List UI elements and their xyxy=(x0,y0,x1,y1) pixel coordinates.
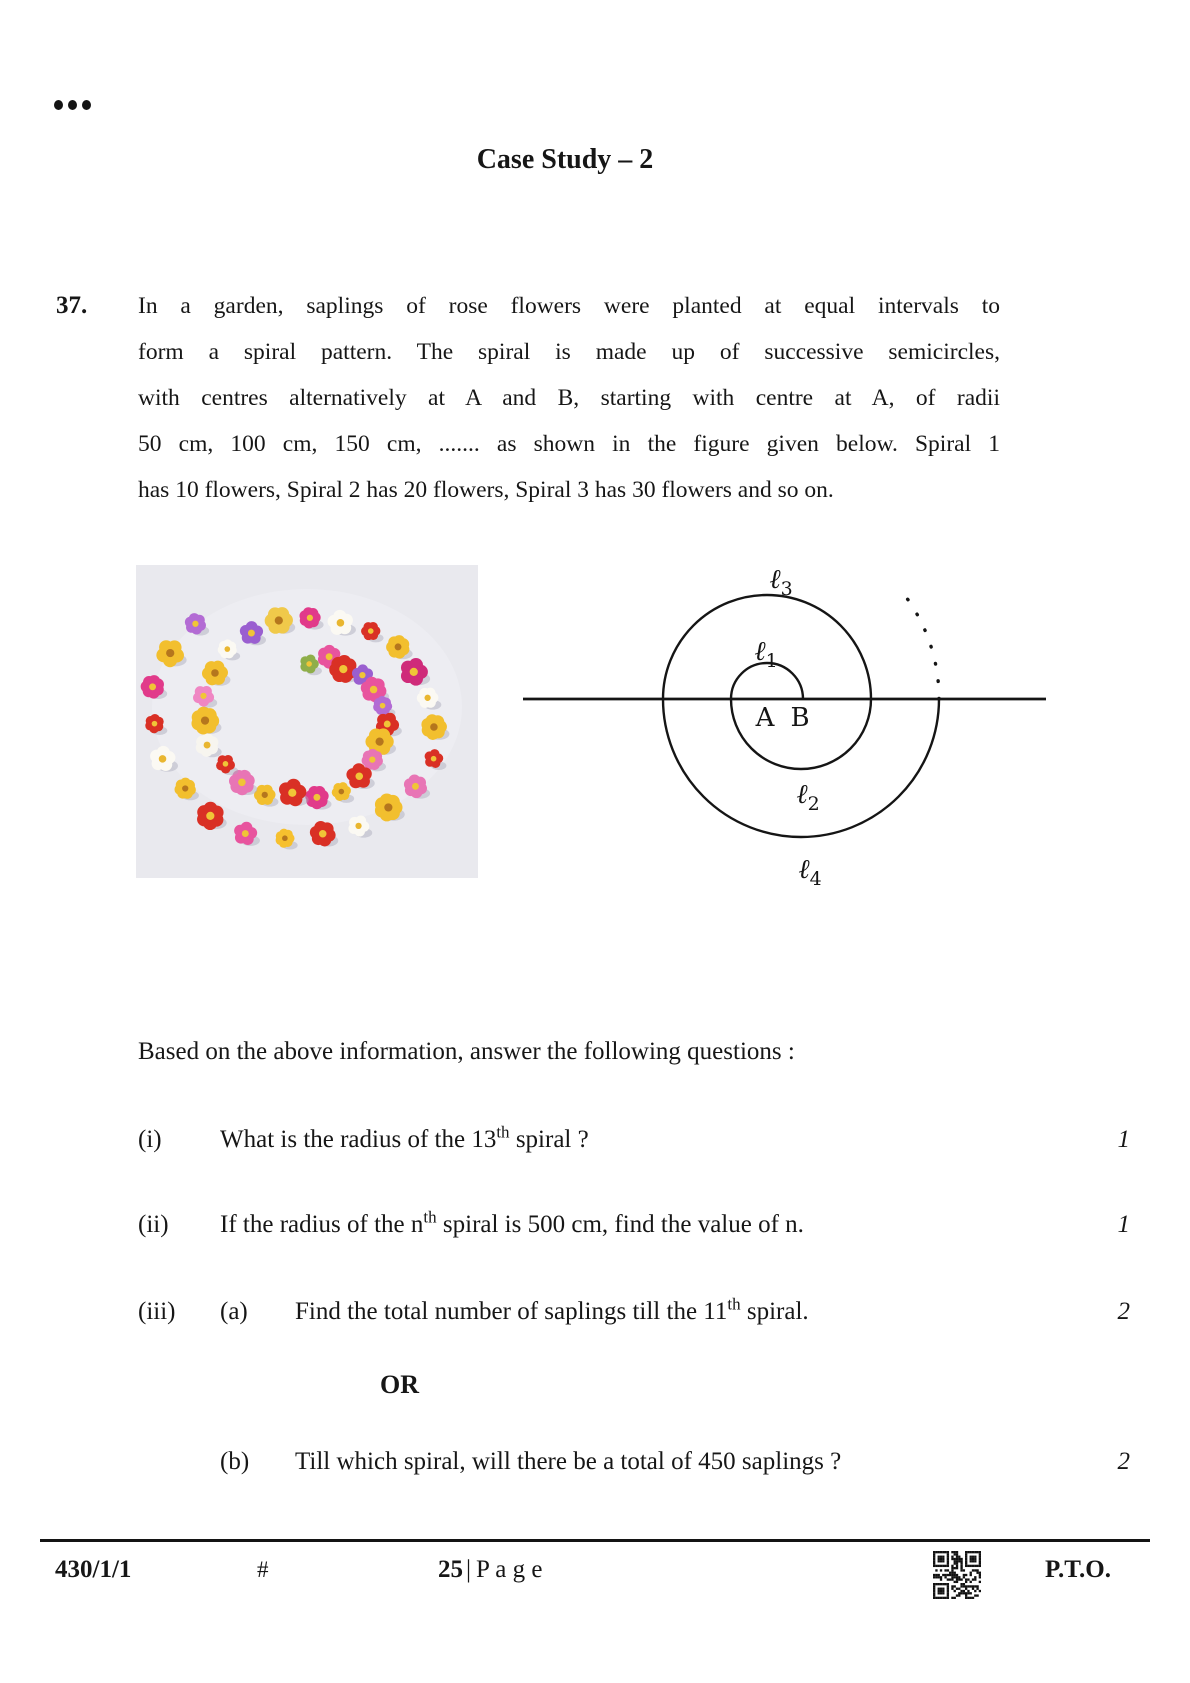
corner-dot xyxy=(68,100,77,110)
label-l2: ℓ2 xyxy=(796,779,820,815)
label-center-B: B xyxy=(790,703,810,733)
question-text-line: In a garden, saplings of rose flowers were planted at equal intervals to xyxy=(138,293,1000,319)
question-text-line: has 10 flowers, Spiral 2 has 20 flowers, Spiral 3 has 30 flowers and so on. xyxy=(138,477,834,503)
subquestion-iii-a-text: Find the total number of saplings till the 11th spiral. xyxy=(295,1294,809,1325)
marks-value: 2 xyxy=(1117,1448,1130,1475)
question-paragraph xyxy=(138,283,1000,513)
ordinal-superscript: th xyxy=(727,1294,741,1314)
flower-spiral-photo-canvas xyxy=(136,565,478,878)
page-word: P a g e xyxy=(476,1556,543,1583)
corner-dot xyxy=(82,100,91,110)
ordinal-superscript: th xyxy=(423,1207,437,1227)
subquestion-part-a-label: (a) xyxy=(220,1298,248,1325)
label-center-A: A xyxy=(755,703,775,733)
hash-mark: # xyxy=(257,1557,269,1582)
subquestion-i-label: (i) xyxy=(138,1126,162,1153)
marks-value: 1 xyxy=(1117,1211,1130,1238)
page-indicator xyxy=(438,1547,542,1593)
question-number: 37. xyxy=(56,292,88,319)
subquestion-i xyxy=(0,1117,1190,1163)
qr-code xyxy=(933,1551,981,1599)
semicircle-l3 xyxy=(663,595,871,699)
page-corner-dots xyxy=(54,100,91,110)
footer-rule xyxy=(40,1539,1150,1542)
subquestion-ii-text: If the radius of the $n^{th}$ spiral is 500 cm, find the value of n. xyxy=(220,1207,804,1238)
ordinal-superscript: th xyxy=(496,1122,510,1142)
dotted-continuation-arc xyxy=(899,588,939,699)
corner-dot xyxy=(54,100,63,110)
subquestion-i-text: What is the radius of the 13th spiral ? xyxy=(220,1122,589,1153)
marks-value: 2 xyxy=(1117,1298,1130,1325)
label-l4: ℓ4 xyxy=(798,854,822,890)
question-text-line: with centres alternatively at A and B, starting with centre at A, of radii xyxy=(138,385,1000,411)
flower-spiral-photo xyxy=(136,565,478,878)
subquestion-ii-label: (ii) xyxy=(138,1211,169,1238)
paper-code: 430/1/1 xyxy=(55,1556,132,1583)
subquestion-iii-b xyxy=(0,1439,1190,1485)
subquestion-iii-label: (iii) xyxy=(138,1298,176,1325)
question-text-line: form a spiral pattern. The spiral is made up of successive semicircles, xyxy=(138,339,1000,365)
instruction-text: Based on the above information, answer the following questions : xyxy=(138,1038,795,1065)
subquestion-iii-a xyxy=(0,1289,1190,1335)
page-number: 25 xyxy=(438,1556,463,1583)
subquestion-part-b-label: (b) xyxy=(220,1448,250,1475)
marks-value: 1 xyxy=(1117,1126,1130,1153)
pto-label: P.T.O. xyxy=(1045,1556,1111,1583)
case-study-heading: Case Study – 2 xyxy=(476,144,654,175)
label-l3: ℓ3 xyxy=(769,564,793,600)
subquestion-iii-b-text: Till which spiral, will there be a total of 450 saplings ? xyxy=(295,1448,842,1475)
subquestion-ii xyxy=(0,1202,1190,1248)
label-l1: ℓ1 xyxy=(754,636,778,672)
or-separator: OR xyxy=(380,1370,419,1399)
page-separator: | xyxy=(466,1556,472,1583)
question-text-line: 50 cm, 100 cm, 150 cm, ....... as shown in the figure given below. Spiral 1 xyxy=(138,431,1000,457)
spiral-diagram xyxy=(510,548,1060,893)
